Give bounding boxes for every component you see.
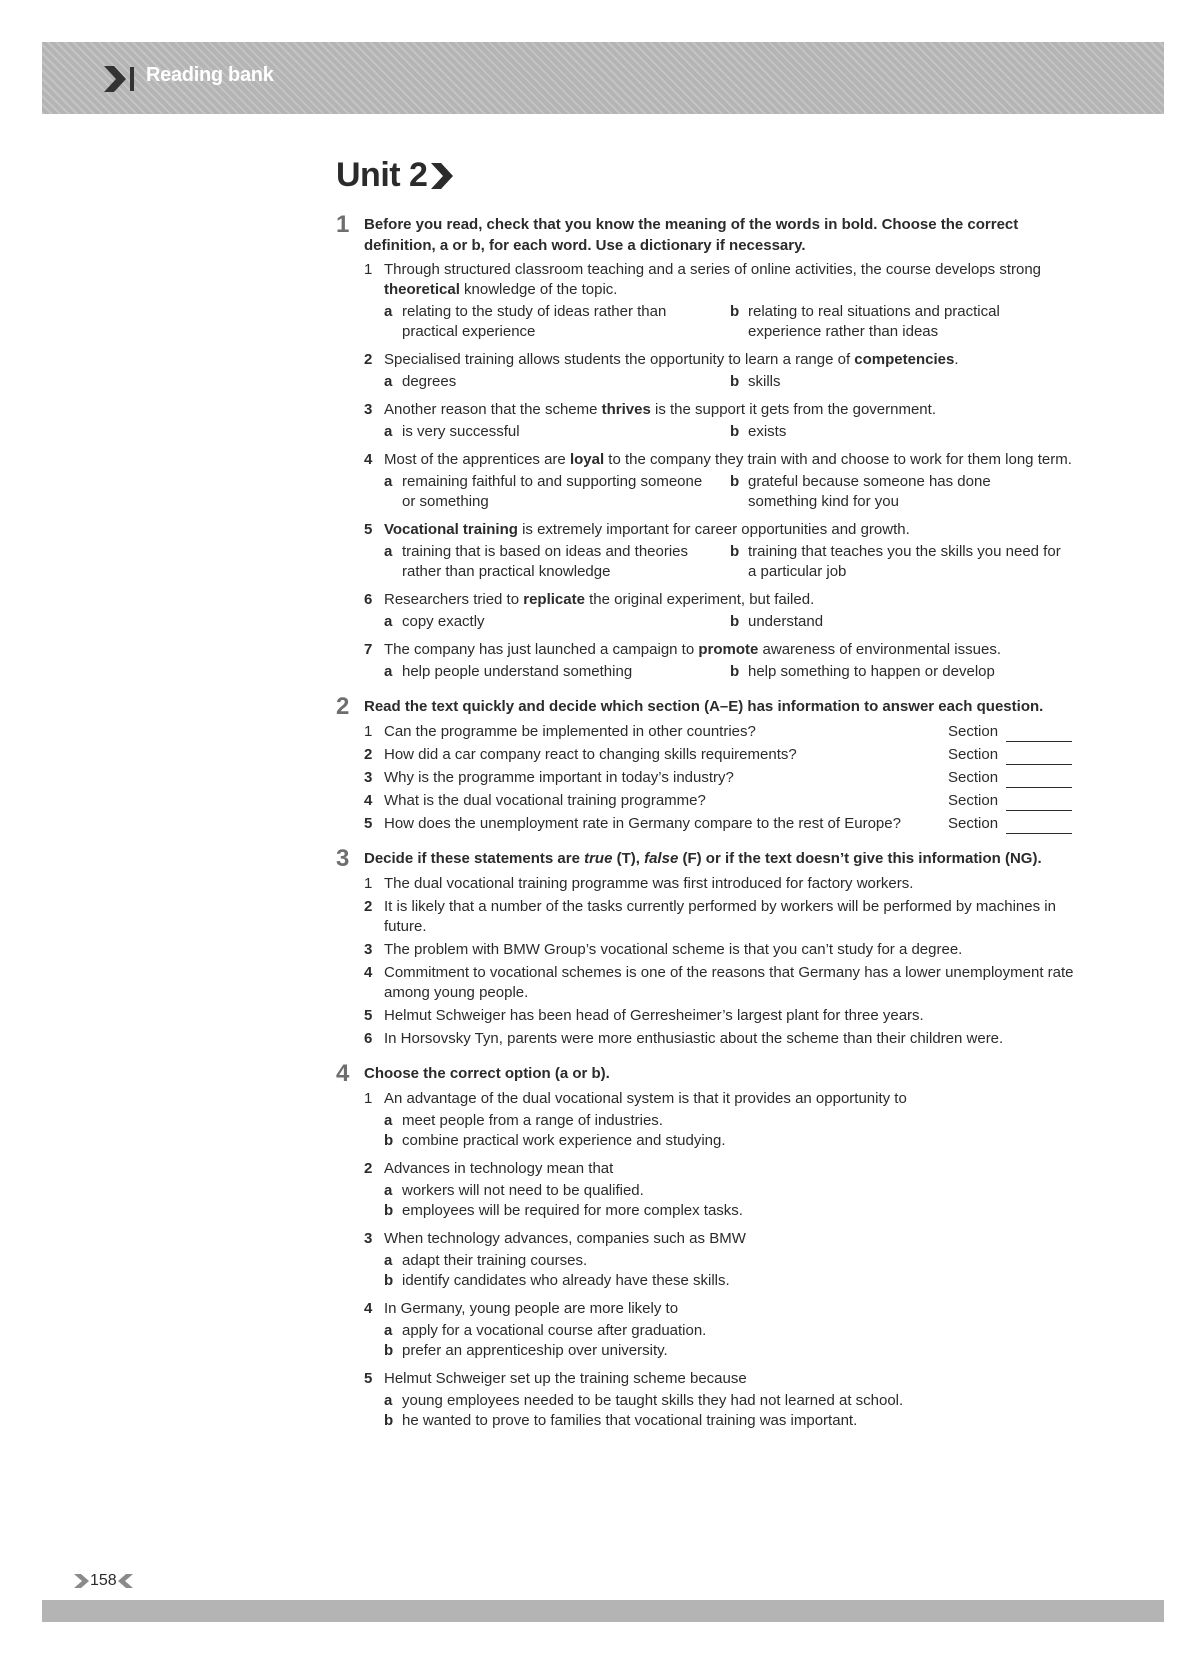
- question-line: [364, 400, 1076, 420]
- question-item: [364, 1229, 1076, 1291]
- option-letter: b: [384, 1342, 394, 1359]
- question-text-part: to the company they train with and choose to work for them long term.: [604, 451, 1072, 468]
- question-text: Advances in technology mean that: [384, 1160, 614, 1177]
- header-title: Reading bank: [146, 64, 274, 86]
- question-number: 4: [364, 792, 373, 809]
- option-letter: b: [730, 303, 740, 320]
- answer-options: [384, 1181, 1076, 1221]
- statement-text: It is likely that a number of the tasks currently performed by workers will be performed by machines in future.: [384, 898, 1056, 935]
- question-text-part: Another reason that the scheme: [384, 401, 602, 418]
- option-b: [730, 542, 1076, 582]
- question-item: [364, 1159, 1076, 1221]
- question-item: [364, 400, 1076, 442]
- option-a: [384, 472, 730, 512]
- question-line: [364, 1299, 1076, 1319]
- question-text-part: .: [954, 351, 959, 368]
- answer-options: [384, 372, 1076, 392]
- question-item: [364, 590, 1076, 632]
- question-text-part: is the support it gets from the government.: [650, 401, 936, 418]
- question-row: [364, 768, 1076, 788]
- option-letter: a: [384, 1322, 393, 1339]
- instruction-true: true: [584, 850, 613, 867]
- question-number: 3: [364, 401, 373, 418]
- option-letter: a: [384, 663, 393, 680]
- answer-options: [384, 1251, 1076, 1291]
- option-text: help something to happen or develop: [748, 663, 995, 680]
- statement-text: The dual vocational training programme was first introduced for factory workers.: [384, 875, 914, 892]
- task-1: [336, 211, 1076, 682]
- option-letter: a: [384, 423, 393, 440]
- target-word: promote: [698, 641, 759, 658]
- question-number: 2: [364, 351, 373, 368]
- question-text-part: The company has just launched a campaign to: [384, 641, 699, 658]
- statement-number: 3: [364, 941, 373, 958]
- option-letter: a: [384, 1392, 393, 1409]
- page-number-text: 158: [90, 1572, 117, 1589]
- unit-title-text: Unit 2: [336, 156, 428, 194]
- page-number: [74, 1572, 133, 1590]
- section-answer: [948, 722, 1076, 742]
- option-text: relating to real situations and practical experience rather than ideas: [748, 303, 1000, 340]
- option-b: [730, 472, 1076, 512]
- option-text: relating to the study of ideas rather than practical experience: [402, 303, 667, 340]
- option-letter: b: [384, 1202, 394, 1219]
- question-text: Why is the programme important in today’s industry?: [384, 769, 734, 786]
- target-word: thrives: [601, 401, 651, 418]
- question-number: 2: [364, 1160, 373, 1177]
- statement-row: [364, 874, 1076, 894]
- task-instruction: Before you read, check that you know the meaning of the words in bold. Choose the correct definition, a or b, for each word. Use a dictionary if necessary.: [364, 216, 1019, 254]
- option-letter: b: [384, 1412, 394, 1429]
- answer-options: [384, 612, 1076, 632]
- option-text: remaining faithful to and supporting someone or something: [402, 473, 703, 510]
- option-letter: b: [384, 1272, 394, 1289]
- statement-number: 6: [364, 1030, 373, 1047]
- question-text-part: Most of the apprentices are: [384, 451, 570, 468]
- question-item: [364, 1369, 1076, 1431]
- question-line: [364, 590, 1076, 610]
- option-letter: b: [730, 613, 740, 630]
- question-text: An advantage of the dual vocational system is that it provides an opportunity to: [384, 1090, 907, 1107]
- statement-row: [364, 1029, 1076, 1049]
- question-item: [364, 1089, 1076, 1151]
- statement-row: [364, 1006, 1076, 1026]
- option-text: combine practical work experience and studying.: [402, 1132, 726, 1149]
- question-number: 7: [364, 641, 373, 658]
- option-letter: a: [384, 373, 393, 390]
- instruction-part: (F) or if the text doesn’t give this information (NG).: [678, 850, 1042, 867]
- statement-row: [364, 897, 1076, 937]
- option-b: [384, 1271, 1076, 1291]
- option-text: help people understand something: [402, 663, 633, 680]
- task-number: 4: [336, 1060, 350, 1087]
- option-letter: b: [730, 543, 740, 560]
- question-number: 4: [364, 451, 373, 468]
- task-3-items: [364, 874, 1076, 1049]
- question-text: [384, 400, 1076, 420]
- answer-options: [384, 542, 1076, 582]
- question-number: 4: [364, 1300, 373, 1317]
- section-blank[interactable]: [1006, 727, 1072, 742]
- instruction-part: Decide if these statements are: [364, 850, 585, 867]
- option-text: meet people from a range of industries.: [402, 1112, 663, 1129]
- instruction-part: (T),: [612, 850, 645, 867]
- header-band: [42, 42, 1164, 114]
- option-letter: a: [384, 1182, 393, 1199]
- option-b: [730, 372, 1076, 392]
- section-blank[interactable]: [1006, 796, 1072, 811]
- question-number: 3: [364, 1230, 373, 1247]
- question-line: [364, 260, 1076, 300]
- option-letter: b: [384, 1132, 394, 1149]
- option-letter: b: [730, 663, 740, 680]
- question-text: [384, 640, 1076, 660]
- question-line: [364, 1369, 1076, 1389]
- option-a: [384, 1181, 1076, 1201]
- question-line: [364, 520, 1076, 540]
- question-text: In Germany, young people are more likely to: [384, 1300, 679, 1317]
- target-word: theoretical: [384, 281, 460, 298]
- option-text: workers will not need to be qualified.: [402, 1182, 644, 1199]
- task-number: 3: [336, 845, 350, 872]
- option-text: copy exactly: [402, 613, 485, 630]
- task-instruction: [364, 848, 1042, 869]
- option-text: prefer an apprenticeship over university.: [402, 1342, 668, 1359]
- option-text: skills: [748, 373, 781, 390]
- statement-text: Commitment to vocational schemes is one of the reasons that Germany has a lower unemployment rate among young people.: [384, 964, 1074, 1001]
- question-row: [364, 722, 1076, 742]
- question-text: [384, 350, 1076, 370]
- option-a: [384, 662, 730, 682]
- question-line: [364, 1089, 1076, 1109]
- option-b: [730, 422, 1076, 442]
- option-b: [384, 1411, 1076, 1431]
- task-instruction: Read the text quickly and decide which section (A–E) has information to answer each question.: [364, 698, 1044, 715]
- chevron-bar-icon: [104, 66, 140, 92]
- option-letter: a: [384, 1252, 393, 1269]
- question-item: [364, 350, 1076, 392]
- option-text: training that is based on ideas and theories rather than practical knowledge: [402, 543, 689, 580]
- task-2-items: [364, 722, 1076, 834]
- option-a: [384, 1111, 1076, 1131]
- option-a: [384, 1321, 1076, 1341]
- question-row: [364, 791, 1076, 811]
- question: [364, 814, 948, 834]
- option-a: [384, 542, 730, 582]
- target-word: loyal: [569, 451, 605, 468]
- section-blank[interactable]: [1006, 819, 1072, 834]
- question-text-part: Specialised training allows students the opportunity to learn a range of: [384, 351, 855, 368]
- question: [364, 791, 948, 811]
- instruction-false: false: [644, 850, 679, 867]
- option-letter: a: [384, 613, 393, 630]
- section-label: Section: [948, 746, 999, 763]
- task-4: [336, 1060, 1076, 1431]
- answer-options: [384, 1321, 1076, 1361]
- question-text: Helmut Schweiger set up the training scheme because: [384, 1370, 747, 1387]
- question-text: What is the dual vocational training programme?: [384, 792, 706, 809]
- option-text: employees will be required for more complex tasks.: [402, 1202, 743, 1219]
- option-a: [384, 372, 730, 392]
- section-answer: [948, 768, 1076, 788]
- option-letter: a: [384, 543, 393, 560]
- option-b: [384, 1341, 1076, 1361]
- question-text: [384, 450, 1076, 470]
- statement-row: [364, 963, 1076, 1003]
- statement-number: 5: [364, 1007, 373, 1024]
- question-number: 1: [364, 723, 373, 740]
- question-line: [364, 1159, 1076, 1179]
- section-label: Section: [948, 792, 999, 809]
- statement-number: 2: [364, 898, 373, 915]
- question-row: [364, 814, 1076, 834]
- question-text: [384, 260, 1076, 300]
- question-line: [364, 640, 1076, 660]
- answer-options: [384, 472, 1076, 512]
- question-text: [384, 590, 1076, 610]
- task-number: 2: [336, 693, 350, 720]
- statement-row: [364, 940, 1076, 960]
- statement-text: The problem with BMW Group’s vocational scheme is that you can’t study for a degree.: [384, 941, 963, 958]
- target-word: competencies: [854, 351, 955, 368]
- option-text: adapt their training courses.: [402, 1252, 588, 1269]
- chevron-right-icon: [74, 1573, 90, 1589]
- question-number: 5: [364, 1370, 373, 1387]
- section-answer: [948, 814, 1076, 834]
- option-a: [384, 302, 730, 342]
- option-text: exists: [748, 423, 787, 440]
- question-row: [364, 745, 1076, 765]
- option-a: [384, 1391, 1076, 1411]
- option-text: he wanted to prove to families that vocational training was important.: [402, 1412, 858, 1429]
- task-number: 1: [336, 211, 350, 238]
- answer-options: [384, 1391, 1076, 1431]
- footer-band: [42, 1600, 1164, 1622]
- task-1-items: [364, 260, 1076, 682]
- question-line: [364, 350, 1076, 370]
- chevron-left-icon: [117, 1573, 133, 1589]
- unit-title: [336, 156, 455, 195]
- question-number: 1: [364, 1090, 373, 1107]
- question-text: Can the programme be implemented in other countries?: [384, 723, 756, 740]
- target-word: replicate: [523, 591, 585, 608]
- question-text: [384, 520, 1076, 540]
- task-3: [336, 845, 1076, 1049]
- question: [364, 745, 948, 765]
- question-number: 5: [364, 815, 373, 832]
- question: [364, 768, 948, 788]
- answer-options: [384, 662, 1076, 682]
- answer-options: [384, 302, 1076, 342]
- section-blank[interactable]: [1006, 750, 1072, 765]
- option-letter: a: [384, 303, 393, 320]
- question-number: 2: [364, 746, 373, 763]
- option-text: training that teaches you the skills you need for a particular job: [748, 543, 1061, 580]
- option-letter: b: [730, 373, 740, 390]
- answer-options: [384, 1111, 1076, 1151]
- statement-number: 1: [364, 875, 373, 892]
- section-blank[interactable]: [1006, 773, 1072, 788]
- question-text-part: Through structured classroom teaching and a series of online activities, the course develops strong: [384, 261, 1042, 278]
- exercise-content: [336, 211, 1076, 1445]
- statement-text: In Horsovsky Tyn, parents were more enthusiastic about the scheme than their children were.: [384, 1030, 1004, 1047]
- option-text: is very successful: [402, 423, 520, 440]
- section-label: Section: [948, 815, 999, 832]
- option-text: understand: [748, 613, 824, 630]
- option-b: [730, 612, 1076, 632]
- task-2: [336, 693, 1076, 834]
- question-item: [364, 450, 1076, 512]
- option-a: [384, 612, 730, 632]
- section-label: Section: [948, 769, 999, 786]
- question-text-part: Researchers tried to: [384, 591, 524, 608]
- option-text: grateful because someone has done something kind for you: [748, 473, 991, 510]
- question-text-part: knowledge of the topic.: [459, 281, 618, 298]
- option-a: [384, 422, 730, 442]
- option-a: [384, 1251, 1076, 1271]
- statement-text: Helmut Schweiger has been head of Gerresheimer’s largest plant for three years.: [384, 1007, 924, 1024]
- option-letter: b: [730, 473, 740, 490]
- question-item: [364, 260, 1076, 342]
- question-item: [364, 520, 1076, 582]
- question-text-part: awareness of environmental issues.: [758, 641, 1001, 658]
- question-number: 3: [364, 769, 373, 786]
- option-text: identify candidates who already have these skills.: [402, 1272, 730, 1289]
- question-text: How does the unemployment rate in Germany compare to the rest of Europe?: [384, 815, 901, 832]
- option-text: apply for a vocational course after graduation.: [402, 1322, 707, 1339]
- question-text: When technology advances, companies such as BMW: [384, 1230, 746, 1247]
- option-letter: a: [384, 473, 393, 490]
- question-item: [364, 640, 1076, 682]
- section-label: Section: [948, 723, 999, 740]
- question-item: [364, 1299, 1076, 1361]
- section-answer: [948, 791, 1076, 811]
- question-line: [364, 1229, 1076, 1249]
- option-letter: a: [384, 1112, 393, 1129]
- question-text-part: the original experiment, but failed.: [584, 591, 815, 608]
- question-line: [364, 450, 1076, 470]
- chevron-right-icon: [429, 161, 455, 191]
- question-number: 6: [364, 591, 373, 608]
- option-b: [730, 302, 1076, 342]
- option-b: [384, 1201, 1076, 1221]
- question-text: How did a car company react to changing skills requirements?: [384, 746, 797, 763]
- statement-number: 4: [364, 964, 373, 981]
- option-text: degrees: [402, 373, 457, 390]
- option-letter: b: [730, 423, 740, 440]
- task-4-items: [364, 1089, 1076, 1431]
- question-number: 1: [364, 261, 373, 278]
- question-number: 5: [364, 521, 373, 538]
- option-text: young employees needed to be taught skills they had not learned at school.: [402, 1392, 904, 1409]
- question: [364, 722, 948, 742]
- question-text-part: is extremely important for career opportunities and growth.: [517, 521, 910, 538]
- target-word: Vocational training: [384, 521, 518, 538]
- answer-options: [384, 422, 1076, 442]
- task-instruction: Choose the correct option (a or b).: [364, 1065, 610, 1082]
- section-answer: [948, 745, 1076, 765]
- option-b: [730, 662, 1076, 682]
- option-b: [384, 1131, 1076, 1151]
